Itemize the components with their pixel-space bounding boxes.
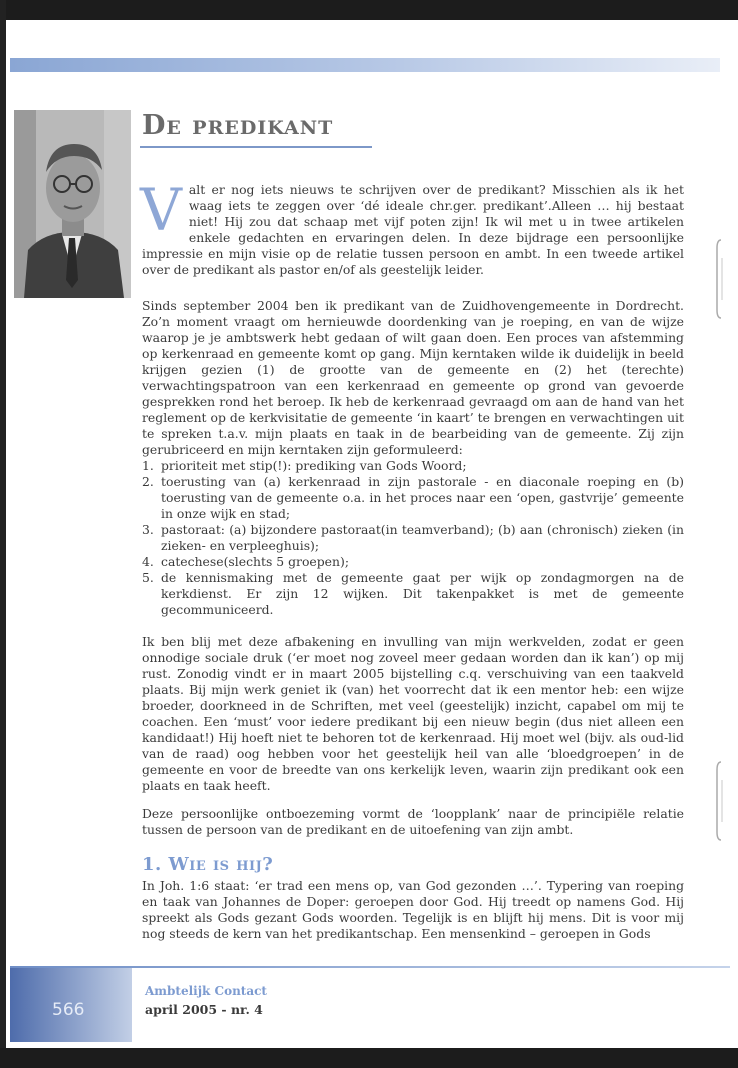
section-heading-wie-is-hij: 1. Wie is hij? bbox=[142, 854, 274, 875]
header-color-bar bbox=[10, 58, 720, 72]
list-item: 1. prioriteit met stip(!): prediking van Gods Woord; bbox=[142, 458, 467, 473]
list-item: 3. pastoraat: (a) bijzondere pastoraat(in teamverband); (b) aan (chronisch) zieken (in zieken- en verpleeghuis); bbox=[142, 522, 684, 553]
core-tasks-list bbox=[142, 458, 684, 618]
magazine-name: Ambtelijk Contact bbox=[145, 984, 267, 998]
page-number: 566 bbox=[52, 1000, 85, 1020]
drop-cap: V bbox=[140, 176, 182, 244]
body-paragraph-3: Ik ben blij met deze afbakening en invulling van mijn werkvelden, zodat er geen onnodige sociale druk (‘er moet nog zoveel meer gedaan worden dan ik kan’) op mij rust. Zonodig vindt er in maart 2005 bijstelling c.q. verschuiving van een taakveld plaats. Bij mijn werk geniet ik (van) het voorrecht dat ik een mentor heb: een wijze broeder, doorkneed in de Schriften, met veel (geestelijk) inzicht, capabel om mij te coachen. Een ‘must’ voor iedere predikant bij een nieuw begin (dus niet alleen een kandidaat!) Hij hoeft niet te behoren tot de kerkenraad. Hij moet wel (bijv. als oud-lid van de raad) oog hebben voor het geestelijk heil van alle ‘bloedgroepen’ in de gemeente en voor de breedte van ons kerkelijk leven, waarin zijn predikant ook een plaats en taak heeft. bbox=[142, 634, 684, 793]
body-paragraph-4: Deze persoonlijke ontboezeming vormt de ‘loopplank’ naar de principiële relatie tussen de persoon van de predikant en de uitoefening van zijn ambt. bbox=[142, 806, 684, 837]
issue-label: april 2005 - nr. 4 bbox=[145, 1002, 263, 1017]
list-item: 4. catechese(slechts 5 groepen); bbox=[142, 554, 349, 569]
intro-text: alt er nog iets nieuws te schrijven over de predikant? Misschien als ik het waag iets te zeggen over ‘dé ideale chr.ger. predikant’.Alleen … hij bestaat niet! Hij zou dat schaap met vijf poten zijn! Ik wil met u in twee artikelen enkele gedachten en ervaringen delen. In deze bijdrage een persoonlijke impressie en mijn visie op de relatie tussen persoon en ambt. In een tweede artikel over de predikant als pastor en/of als geestelijk leider. bbox=[142, 182, 684, 277]
scan-border-left bbox=[0, 0, 6, 1068]
title-underline bbox=[140, 146, 372, 148]
body-paragraph-2: Sinds september 2004 ben ik predikant van de Zuidhovengemeente in Dordrecht. Zo’n moment vraagt om hernieuwde doordenking van je roeping, en van de wijze waarop je je ambtswerk hebt gedaan of wilt gaan doen. Een proces van afstemming op kerkenraad en gemeente komt op gang. Mijn kerntaken wilde ik duidelijk in beeld krijgen gezien (1) de grootte van de gemeente en (2) het (terechte) verwachtingspatroon van een kerkenraad en gemeente op grond van gevoerde gesprekken rond het beroep. Ik heb de kerkenraad gevraagd om aan de hand van het reglement op de kerkvisitatie de gemeente ‘in kaart’ te brengen en verwachtingen uit te spreken t.a.v. mijn plaats en taak in de bearbeiding van de gemeente. Zij zijn gerubriceerd en mijn kerntaken zijn geformuleerd: bbox=[142, 298, 684, 457]
article-title: De predikant bbox=[142, 110, 334, 141]
binder-ring-icon bbox=[716, 760, 726, 842]
list-item: 2. toerusting van (a) kerkenraad in zijn pastorale - en diaconale roeping en (b) toerusting van de gemeente o.a. in het proces naar een ‘open, gastvrije’ gemeente in onze wijk en stad; bbox=[142, 474, 684, 521]
binder-ring-icon bbox=[716, 238, 726, 320]
list-item: 5. de kennismaking met de gemeente gaat per wijk op zondagmorgen na de kerkdienst. Er zijn 12 wijken. Dit takenpakket is met de gemeente gecommuniceerd. bbox=[142, 570, 684, 617]
portrait-illustration bbox=[14, 110, 131, 298]
section1-paragraph: In Joh. 1:6 staat: ‘er trad een mens op, van God gezonden …’. Typering van roeping en taak van Johannes de Doper: geroepen door God. Hij treedt op namens God. Hij spreekt als Gods gezant Gods woorden. Tegelijk is en blijft hij mens. Dit is voor mij nog steeds de kern van het predikantschap. Een mensenkind – geroepen in Gods bbox=[142, 878, 684, 941]
author-portrait bbox=[14, 110, 131, 298]
scan-border-top bbox=[0, 0, 738, 20]
intro-paragraph bbox=[140, 176, 684, 278]
scan-border-bottom bbox=[0, 1048, 738, 1068]
